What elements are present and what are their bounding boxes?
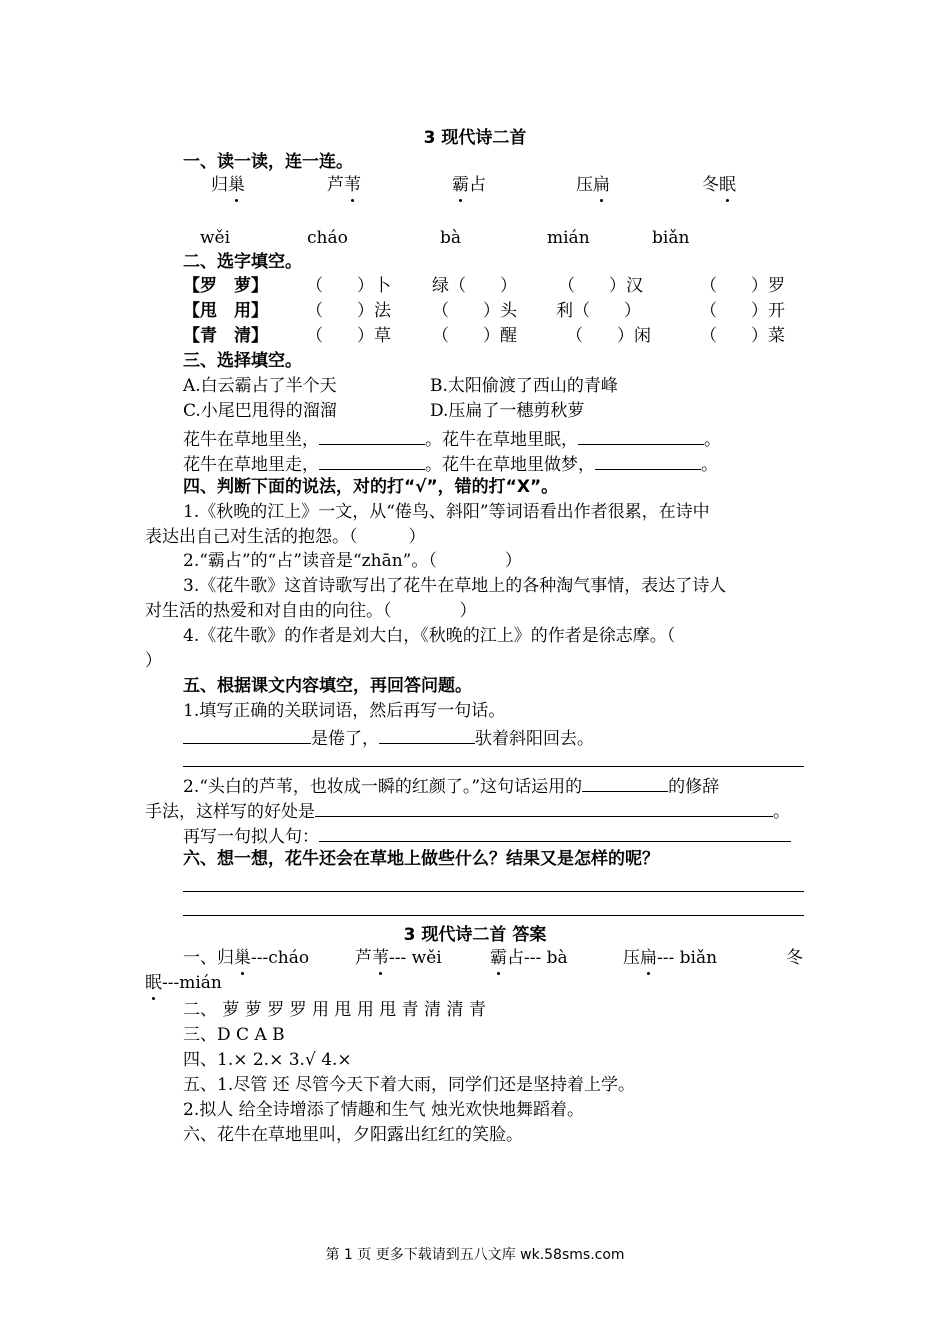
answer-4: 四、1.× 2.× 3.√ 4.× — [183, 1050, 352, 1070]
answer-5-2: 2.拟人 给全诗增添了情趣和生气 烛光欢快地舞蹈着。 — [183, 1100, 585, 1120]
q5-2: 2.“头白的芦苇，也妆成一瞬的红颜了。”这句话运用的 的修辞 — [183, 773, 719, 798]
choice-label: 【甩 用】 — [183, 301, 268, 321]
answer-line — [183, 766, 804, 767]
section-5-heading: 五、根据课文内容填空，再回答问题。 — [183, 676, 472, 696]
fill-blank: （ ）闲 — [566, 326, 651, 346]
fill-blank: （ ）卜 — [306, 276, 391, 296]
q5-1-fill: 是倦了， 驮着斜阳回去。 — [183, 725, 594, 750]
pinyin-chao: cháo — [307, 228, 348, 248]
word-guichao: 归巢 — [211, 175, 245, 195]
answer-2: 二、 萝 萝 罗 罗 用 甩 用 甩 青 清 清 青 — [183, 1000, 486, 1020]
word-dongmian: 冬眠 — [702, 175, 736, 195]
pinyin-ba: bà — [440, 228, 462, 248]
answer-1-guichao: 一、归巢---cháo — [183, 948, 310, 968]
section-6-heading: 六、想一想，花牛还会在草地上做些什么？结果又是怎样的呢？ — [183, 849, 659, 869]
word-yabian: 压扁 — [576, 175, 610, 195]
answer-6: 六、花牛在草地里叫，夕阳露出红红的笑脸。 — [183, 1125, 523, 1145]
fill-blank: （ ）罗 — [700, 276, 785, 296]
q5-1: 1.填写正确的关联词语，然后再写一句话。 — [183, 701, 506, 721]
answer-1-mian: 眠---mián — [145, 973, 222, 993]
fill-blank: （ ）醒 — [432, 326, 517, 346]
fill-blank: （ ）菜 — [700, 326, 785, 346]
choice-label: 【青 清】 — [183, 326, 268, 346]
word-bazhan: 霸占 — [452, 175, 486, 195]
pinyin-mian: mián — [547, 228, 590, 248]
word-luwei: 芦苇 — [327, 175, 361, 195]
judge-q4-cont: ） — [145, 651, 162, 671]
fill-blank: （ ）法 — [306, 301, 391, 321]
section-4-heading: 四、判断下面的说法，对的打“√”，错的打“X”。 — [183, 477, 559, 497]
judge-q2: 2.“霸占”的“占”读音是“zhān”。（ ） — [183, 551, 522, 571]
page-title: 3 现代诗二首 — [423, 128, 527, 148]
fill-blank: （ ）头 — [432, 301, 517, 321]
judge-q1: 1.《秋晚的江上》一文，从“倦鸟、斜阳”等词语看出作者很累，在诗中 — [183, 502, 710, 522]
page-footer: 第 1 页 更多下载请到五八文库 wk.58sms.com — [325, 1247, 625, 1263]
judge-q1-cont: 表达出自己对生活的抱怨。（ ） — [145, 527, 426, 547]
pinyin-bian: biǎn — [652, 228, 690, 248]
answer-5: 五、1.尽管 还 尽管今天下着大雨，同学们还是坚持着上学。 — [183, 1075, 636, 1095]
answer-line — [183, 891, 804, 892]
option-a: A.白云霸占了半个天 — [183, 376, 337, 396]
answer-1-yabian: 压扁--- biǎn — [623, 948, 718, 968]
pinyin-wei: wěi — [200, 228, 231, 248]
fill-blank: （ ）开 — [700, 301, 785, 321]
fill-blank: 利（ ） — [556, 301, 641, 321]
option-b: B.太阳偷渡了西山的青峰 — [430, 376, 618, 396]
section-3-heading: 三、选择填空。 — [183, 351, 302, 371]
fill-blank: （ ）草 — [306, 326, 391, 346]
judge-q4: 4.《花牛歌》的作者是刘大白，《秋晚的江上》的作者是徐志摩。（ — [183, 626, 676, 646]
judge-q3-cont: 对生活的热爱和对自由的向往。（ ） — [145, 601, 477, 621]
fill-blank: （ ）汉 — [558, 276, 643, 296]
section-1-heading: 一、读一读，连一连。 — [183, 152, 353, 172]
judge-q3: 3.《花牛歌》这首诗歌写出了花牛在草地上的各种淘气事情，表达了诗人 — [183, 576, 727, 596]
answer-1-bazhan: 霸占--- bà — [490, 948, 568, 968]
fill-blank: 绿（ ） — [432, 276, 517, 296]
option-c: C.小尾巴甩得的溜溜 — [183, 401, 337, 421]
fill-line-2: 花牛在草地里走， 。花牛在草地里做梦， 。 — [183, 451, 718, 476]
option-d: D.压扁了一穗剪秋萝 — [430, 401, 585, 421]
answer-1-luwei: 芦苇--- wěi — [355, 948, 442, 968]
choice-label: 【罗 萝】 — [183, 276, 268, 296]
answer-line — [183, 915, 804, 916]
answer-1-dong: 冬 — [786, 948, 803, 968]
section-2-heading: 二、选字填空。 — [183, 252, 302, 272]
q5-2-cont: 手法，这样写的好处是 。 — [145, 798, 790, 823]
answer-3: 三、D C A B — [183, 1025, 285, 1045]
q5-3: 再写一句拟人句： — [183, 823, 791, 848]
fill-line-1: 花牛在草地里坐， 。花牛在草地里眠， 。 — [183, 426, 721, 451]
answers-title: 3 现代诗二首 答案 — [403, 925, 547, 945]
